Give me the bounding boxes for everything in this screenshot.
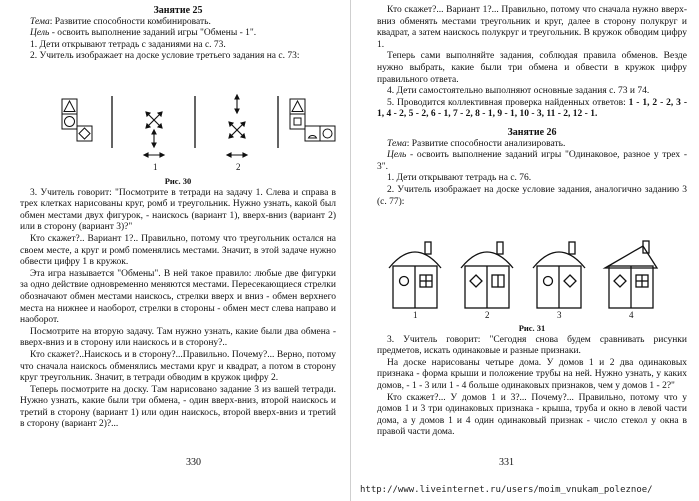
right-paragraph-7: Кто скажет?... У домов 1 и 3?... Почему?... Правильно, потому что у домов 1 и 3 три одинаковых признака - крыша, труба и окно в левой части дома, а у домов 1 и 4 один одинаковый признак - число стекол у окна в правой части дома.: [377, 392, 687, 438]
paragraph-8: Теперь посмотрите на доску. Там нарисовано задание 3 из вашей тетради. Нужно узнать, какие были три обмена, - один вверх-вниз, второй наискось и третий в сторону (вариант 1) или один наискось, второй вверх-вниз и третий в сторону (вариант 2)?...: [20, 384, 336, 430]
step-2: 2. Учитель изображает на доске условие третьего задания на с. 73:: [30, 51, 300, 62]
right-goal-label: Цель: [387, 150, 407, 161]
house-label-4: 4: [629, 310, 634, 320]
figure-30: [0, 92, 349, 182]
lesson-25-intro: [20, 5, 336, 63]
right-step-4: 4. Дети самостоятельно выполняют основные задания с. 73 и 74.: [387, 86, 650, 97]
paragraph-4: Кто скажет?.. Вариант 1?.. Правильно, потому что треугольник остался на своем месте, а круг и ромб поменялись местами. Значит, в этой задаче нужно обвести цифру 1 в кружок.: [20, 233, 336, 268]
house-label-1: 1: [413, 310, 418, 320]
lesson-25-title: Занятие 25: [153, 5, 203, 16]
goal-text: - освоить выполнение заданий игры "Обмены - 1".: [49, 28, 257, 39]
right-paragraph-1: Кто скажет?... Вариант 1?... Правильно, потому что сначала нужно вверх-вниз обменять местами треугольник и круг, далее в сторону полукруг и квадрат, а затем наискось полукруг и треугольник. В кружок обводим цифру 1.: [377, 5, 687, 50]
right-goal-text: - освоить выполнение заданий игры "Одинаковое, разное у трех - 3".: [377, 150, 687, 172]
right-tema-label: Тема: [387, 138, 407, 149]
lesson-25-continued: [377, 5, 687, 208]
page-number-left: 330: [186, 457, 201, 468]
house-label-3: 3: [557, 310, 562, 320]
house-1: [389, 242, 441, 308]
option-label-1: 1: [153, 162, 158, 172]
figure-31-caption: Рис. 31: [518, 323, 546, 333]
house-2: [461, 242, 513, 308]
tema-text: : Развитие способности комбинировать.: [49, 16, 211, 27]
lesson-26-title: Занятие 26: [507, 126, 557, 138]
page-number-right: 331: [499, 457, 514, 468]
right-tema-text: : Развитие способности анализировать.: [406, 138, 566, 149]
footer-url: http://www.liveinternet.ru/users/moim_vnukam_poleznoe/: [360, 485, 653, 495]
paragraph-3: 3. Учитель говорит: "Посмотрите в тетради на задачу 1. Слева и справа в трех клетках нарисованы круг, ромб и треугольник. Нужно узнать, какой был обмен местами двух фигурок, - наискось (вариант 1), вверх-вниз (вариант 2) или в сторону (вариант 3)?": [20, 187, 336, 233]
figure-30-caption: Рис. 30: [164, 176, 192, 186]
right-paragraph-6: На доске нарисованы четыре дома. У домов 1 и 2 два одинаковых признака - форма крыши и положение трубы на ней. Нужно узнать, у каких домов, - 1 - 3 или 1 - 4 больше одинаковых признаков, чем у домов 1 - 2?": [377, 357, 687, 391]
house-label-2: 2: [485, 310, 490, 320]
goal-label: Цель: [30, 28, 50, 39]
right-paragraph-2: Теперь сами выполняйте задания, соблюдая правила обменов. Везде нужно выбрать, какие были три обмена и обвести в кружок цифру правильного ответа.: [377, 51, 687, 85]
left-page: [0, 0, 349, 501]
option-label-2: 2: [236, 162, 241, 172]
right-page: [350, 0, 699, 501]
paragraph-7: Кто скажет?..Наискось и в сторону?...Правильно. Почему?... Верно, потому что сначала наискось обменялись местами круг и квадрат, а потом в сторону круг треугольник. Значит, в тетради обводим в кружок цифру 2.: [20, 349, 336, 384]
figure-31: [351, 232, 699, 312]
right-paragraph-5: 3. Учитель говорит: "Сегодня снова будем сравнивать рисунки предметов, искать одинаковые и разные признаки.: [377, 334, 687, 357]
right-step-5: 5. Проводится коллективная проверка найденных ответов:: [387, 97, 626, 108]
paragraph-5: Эта игра называется "Обмены". В ней такое правило: любые две фигурки за одно действие одновременно меняются местами. Пересекающиеся стрелки обозначают обмен местами наискось, стрелки вверх и вниз - обмен верхнего места на нижнее и наоборот, стрелки в стороны - обмен мест слева направо и наоборот.: [20, 268, 336, 326]
house-4: [605, 241, 657, 308]
lesson-25-body: [20, 176, 336, 431]
lesson-26-body: [377, 323, 687, 439]
paragraph-6: Посмотрите на вторую задачу. Там нужно узнать, какие были два обмена - вверх-вниз и в сторону или наискось и в сторону?..: [20, 326, 336, 349]
result-cells: [290, 99, 335, 141]
house-3: [533, 242, 585, 308]
tema-label: Тема: [30, 16, 50, 27]
step-1: 1. Дети открывают тетрадь с заданиями на с. 73.: [30, 39, 226, 50]
crossing-arrows-icon: [144, 112, 164, 157]
dividers: [112, 96, 278, 148]
start-cells: [62, 99, 92, 141]
right-step-2: 2. Учитель изображает на доске условие задания, аналогично заданию 3 (с. 77):: [377, 184, 687, 207]
vertical-arrows-icon: [227, 95, 247, 157]
answers-list: 1 - 1, 2 - 2, 3 - 1, 4 - 2, 5 - 2, 6 - 1, 7 - 2, 8 - 1, 9 - 1, 10 - 3, 11 - 2, 12 - 1.: [377, 97, 687, 120]
right-step-1: 1. Дети открывают тетрадь на с. 76.: [387, 173, 532, 184]
